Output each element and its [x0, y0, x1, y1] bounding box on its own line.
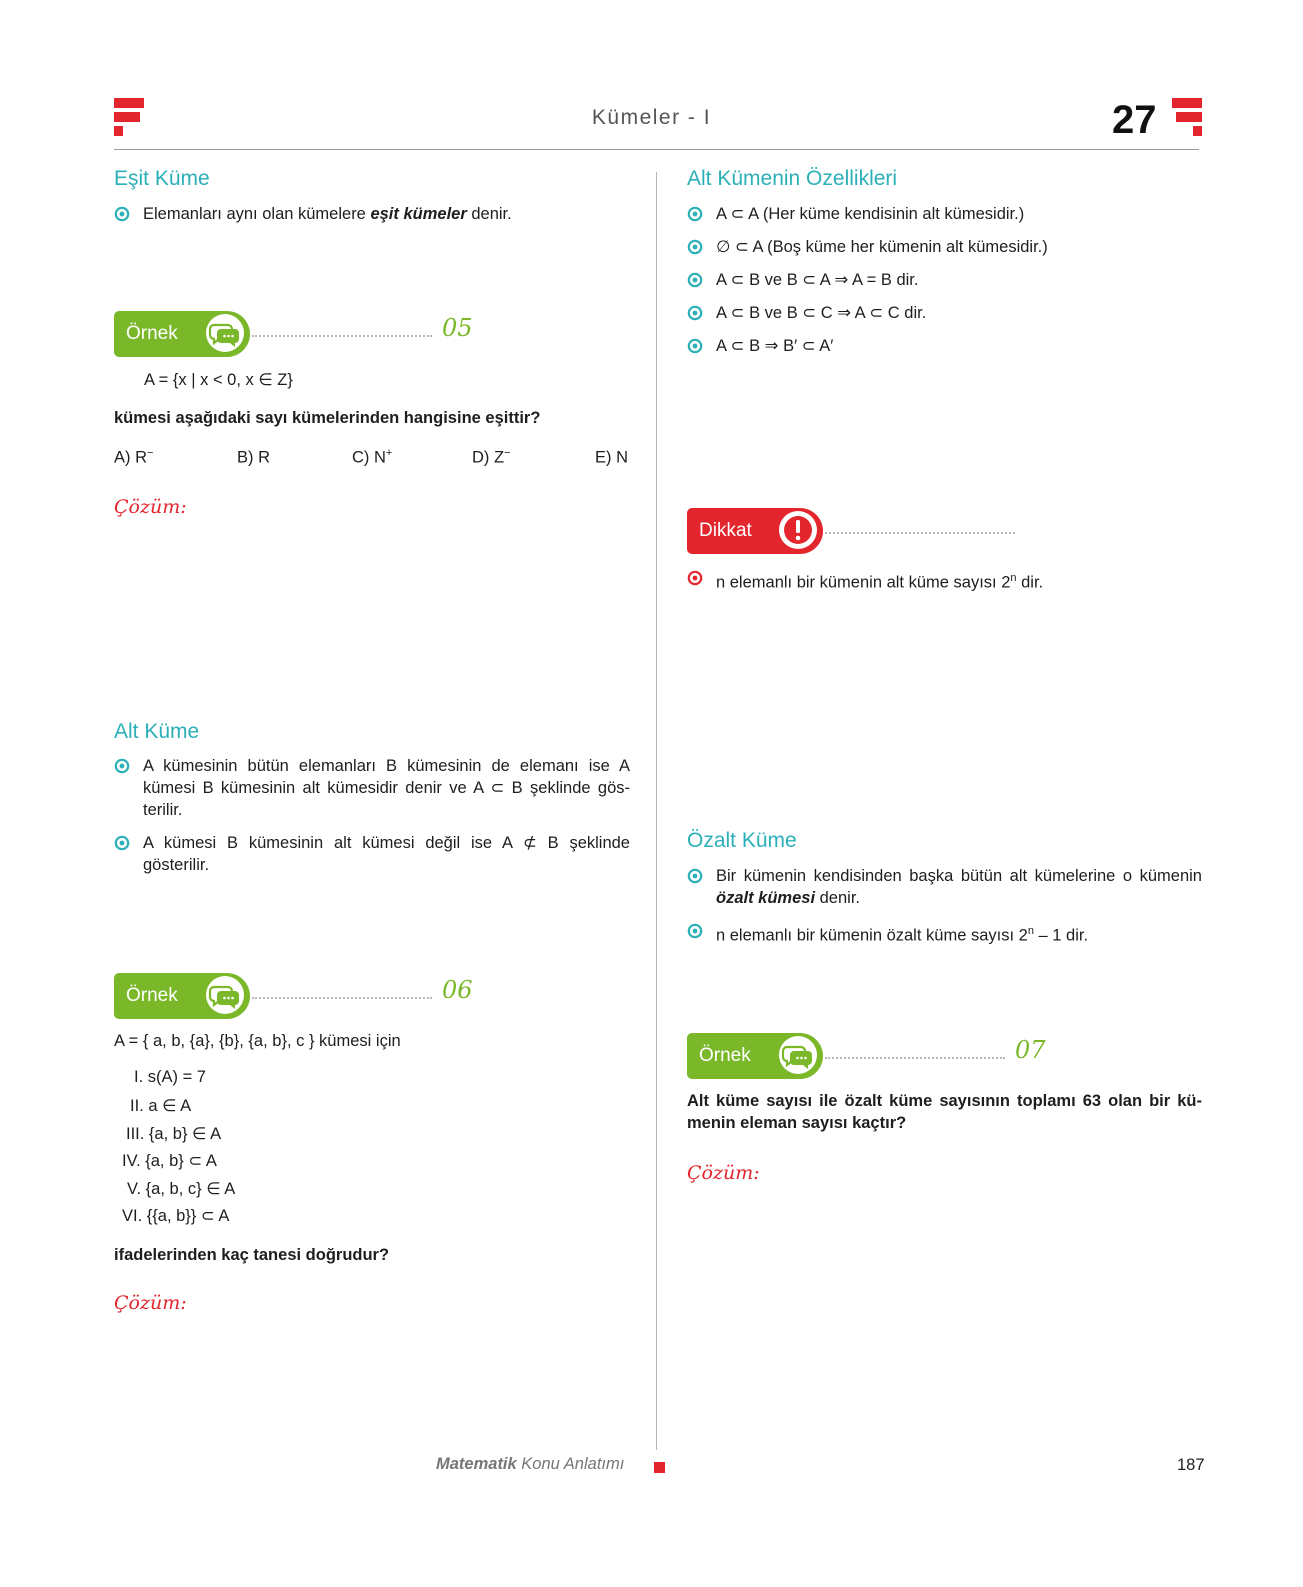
page-number: 187 — [1177, 1456, 1205, 1474]
option-a[interactable]: A) R− — [114, 447, 154, 467]
target-bullet-icon — [687, 206, 703, 222]
target-bullet-icon — [687, 923, 703, 939]
target-bullet-icon — [687, 868, 703, 884]
list-item: Elemanları aynı olan kümelere eşit kümeler denir. — [114, 203, 634, 225]
list-item: A kümesinin bütün elemanları B kümesinin de elemanı ise A kümesi B kümesinin alt kümesidir denir ve A ⊂ B şeklinde gösterilir. — [114, 755, 630, 821]
chapter-number: 27 — [1112, 98, 1157, 142]
example-number: 05 — [442, 314, 473, 342]
option-e[interactable]: E) N — [595, 448, 628, 467]
section-title-alt-kume: Alt Küme — [114, 720, 200, 743]
publisher-logo-right — [1172, 98, 1202, 138]
solution-label: Çözüm: — [687, 1162, 760, 1184]
target-bullet-icon — [114, 758, 130, 774]
footer-brand: Matematik Konu Anlatımı — [436, 1455, 625, 1473]
list-item: n elemanlı bir kümenin özalt küme sayısı 2$^n$ – 1 dir. — [687, 920, 1202, 947]
list-item: ∅ ⊂ A (Boş küme her kümenin alt kümesidir.) — [687, 236, 1187, 258]
example-number: 07 — [1015, 1036, 1046, 1064]
section-title-ozellikler: Alt Kümenin Özellikleri — [687, 167, 898, 190]
header-rule — [114, 149, 1199, 150]
example-label: Örnek — [699, 1045, 751, 1066]
speech-bubbles-icon — [779, 1036, 817, 1074]
target-bullet-icon — [114, 835, 130, 851]
example-question: ifadelerinden kaç tanesi doğrudur? — [114, 1246, 390, 1264]
list-item: A ⊂ A (Her küme kendisinin alt kümesidir.) — [687, 203, 1187, 225]
section-title-ozalt-kume: Özalt Küme — [687, 829, 797, 852]
option-d[interactable]: D) Z− — [472, 447, 511, 467]
example-badge-07 — [687, 1033, 1047, 1079]
list-item: n elemanlı bir kümenin alt küme sayısı 2$^n$ dir. — [687, 567, 1187, 594]
example-question: kümesi aşağıdaki sayı kümelerinden hangisine eşittir? — [114, 409, 541, 427]
statement-4: IV. {a, b} ⊂ A — [122, 1152, 217, 1170]
solution-label: Çözüm: — [114, 496, 187, 518]
statement-3: III. {a, b} ∈ A — [126, 1125, 222, 1143]
target-bullet-icon — [687, 239, 703, 255]
target-bullet-icon — [687, 338, 703, 354]
statement-5: V. {a, b, c} ∈ A — [127, 1180, 236, 1198]
exclamation-icon — [779, 511, 817, 549]
example-label: Örnek — [126, 985, 178, 1006]
section-title-esit-kume: Eşit Küme — [114, 167, 210, 190]
target-bullet-icon — [687, 272, 703, 288]
list-item: A ⊂ B ve B ⊂ A ⇒ A = B dir. — [687, 269, 1187, 291]
warning-badge — [687, 508, 1017, 554]
chapter-title: Kümeler - I — [591, 106, 712, 129]
column-divider — [656, 172, 657, 1450]
statement-1: I. s(A) = 7 — [134, 1068, 206, 1086]
list-item: A ⊂ B ⇒ B′ ⊂ A′ — [687, 335, 1187, 357]
target-bullet-icon — [114, 206, 130, 222]
speech-bubbles-icon — [206, 976, 244, 1014]
example-label: Örnek — [126, 323, 178, 344]
target-bullet-icon — [687, 570, 703, 586]
speech-bubbles-icon — [206, 314, 244, 352]
example-set: A = { a, b, {a}, {b}, {a, b}, c } kümesi için — [114, 1032, 401, 1050]
example-question: Alt küme sayısı ile özalt küme sayısının toplamı 63 olan bir kümenin eleman sayısı kaçtır? — [687, 1092, 1202, 1132]
footer-square-icon — [654, 1462, 665, 1473]
example-badge-06 — [114, 973, 474, 1019]
list-item: Bir kümenin kendisinden başka bütün alt kümelerine o kümenin özalt kümesi denir. — [687, 865, 1202, 909]
example-number: 06 — [442, 976, 473, 1004]
list-item: A kümesi B kümesinin alt kümesi değil ise A ⊄ B şeklinde gösterilir. — [114, 832, 630, 876]
option-b[interactable]: B) R — [237, 448, 270, 467]
statement-6: VI. {{a, b}} ⊂ A — [122, 1207, 230, 1225]
example-set: A = {x | x < 0, x ∈ Z} — [144, 371, 293, 389]
example-badge-05 — [114, 311, 474, 357]
statement-2: II. a ∈ A — [130, 1097, 192, 1115]
list-item: A ⊂ B ve B ⊂ C ⇒ A ⊂ C dir. — [687, 302, 1187, 324]
warning-label: Dikkat — [699, 520, 752, 541]
option-c[interactable]: C) N+ — [352, 447, 393, 467]
target-bullet-icon — [687, 305, 703, 321]
solution-label: Çözüm: — [114, 1292, 187, 1314]
